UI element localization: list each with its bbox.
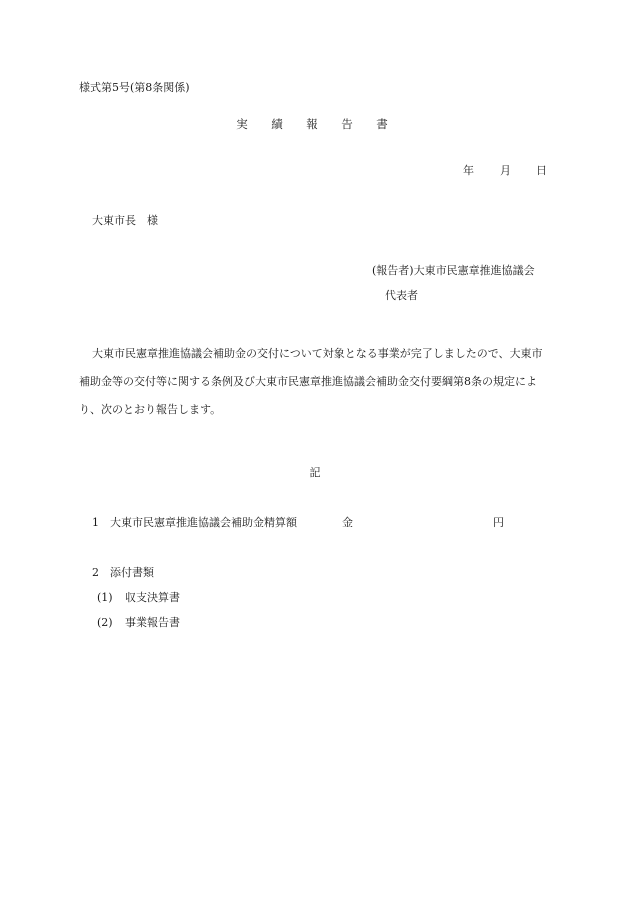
reporter-organization: (報告者)大東市民憲章推進協議会 <box>372 264 535 277</box>
item-1-label: 大東市民憲章推進協議会補助金精算額 <box>110 516 297 529</box>
date-year-label: 年 <box>463 164 474 177</box>
body-paragraph: 大東市民憲章推進協議会補助金の交付について対象となる事業が完了しましたので、大東市補助金等の交付等に関する条例及び大東市民憲章推進協議会補助金交付要綱第8条の規定により、次のとおり報告します。 <box>79 347 543 416</box>
attachment-2-number: (2) <box>97 616 113 629</box>
date-day-label: 日 <box>536 164 547 177</box>
attachment-1-number: (1) <box>97 591 113 604</box>
form-number: 様式第5号(第8条関係) <box>79 81 190 94</box>
reporter-representative: 代表者 <box>385 289 418 302</box>
attachment-1-label: 収支決算書 <box>125 591 180 604</box>
item-1-amount-suffix: 円 <box>493 516 504 529</box>
attachment-2-label: 事業報告書 <box>125 616 180 629</box>
item-1-number: 1 <box>92 516 99 529</box>
item-2-number: 2 <box>92 566 99 579</box>
item-2-label: 添付書類 <box>110 566 154 579</box>
addressee: 大東市長 様 <box>92 214 158 227</box>
item-1-amount-prefix: 金 <box>342 516 353 529</box>
ki-heading: 記 <box>309 466 321 479</box>
document-title: 実 績 報 告 書 <box>236 117 394 131</box>
date-month-label: 月 <box>500 164 511 177</box>
